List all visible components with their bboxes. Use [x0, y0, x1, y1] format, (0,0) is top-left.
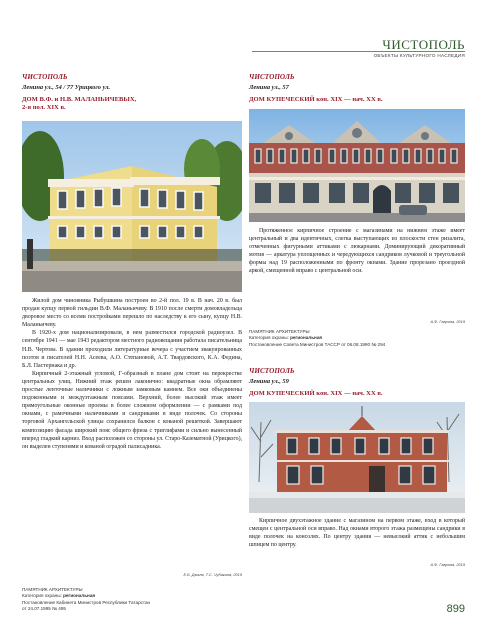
right-bottom-photo-credit: А.Ф. Гаврина, 2019 — [430, 562, 465, 567]
right-top-address: Ленина ул., 57 — [249, 84, 289, 91]
right-bottom-object-date: кон. XIX — нач. XX в. — [316, 390, 383, 397]
right-top-paragraph: Протяженное кирпичное строение с магазинами на нижнем этаже имеет центральный и два идентичных, слегка выступающих из плоскости стен ризалита, отмеченных фигурными аттиками с люкарнами. Доминирующий декоративный мотив — аркатура уплощенных и чередующихся сандриков лучковой и треугольной формы над 19 расположенными по фронту окнами. Здание прорезано проездной аркой, смещенной вправо с центральной оси. — [249, 228, 465, 275]
right-top-status-block — [249, 329, 465, 348]
right-bottom-object-name: ДОМ КУПЕЧЕСКИЙ — [249, 390, 315, 397]
right-top-body-text — [249, 227, 465, 276]
left-object-title — [22, 96, 242, 113]
right-top-object-date: кон. XIX — нач. XX в. — [316, 96, 383, 103]
photo-merchant-house-57 — [249, 109, 465, 222]
left-status-block — [22, 587, 242, 613]
right-bottom-paragraph: Кирпичное двухэтажное здание с магазином на первом этаже, вход в который смещен с центральной оси вправо. Над окнами второго этажа размещены сандрики в виде полочек на консолях. По центру здания — невысокий аттик с небольшим шпицем по центру. — [249, 518, 465, 549]
right-top-status-decree: Постановление Совета Министров ТАССР от 06.08.1990 № 294 — [249, 341, 386, 347]
right-top-photo-credit: А.Ф. Гаврина, 2019 — [430, 319, 465, 324]
left-photo-credit: Е.Б. Джаля, Т.С. Чубакина, 2019 — [183, 572, 242, 577]
left-status-decree: Постановление Кабинета Министров Республики Татарстан — [22, 599, 151, 605]
left-paragraph: Жилой дом чиновника Рыбушкина построен во 2-й пол. 19 в. В нач. 20 в. был продан купцу первой гильдии В.Ф. Маланьичеву. В 1910 после смерти домовладельца дворовое место со всеми постройками перешло по наследству к его сыну, купцу Н.В. Маланьичеву. — [22, 298, 242, 329]
photo-merchant-house-59 — [249, 402, 465, 513]
left-object-date: 2-я пол. XIX в. — [22, 104, 66, 112]
right-top-city-heading: ЧИСТОПОЛЬ — [249, 73, 295, 81]
page-number: 899 — [446, 603, 465, 615]
right-top-status-category: Категория охраны: региональная — [249, 335, 323, 341]
left-object-name: ДОМ В.Ф. и Н.В. МАЛАНЬИЧЕВЫХ, — [22, 96, 137, 103]
left-paragraph: В 1920-х дом национализировали, в нем разместился городской радиоузел. В сентябре 1941 — мае 1943 редактором местного радиовещания работала писательница Н.В. Чертова. В здании проходили литературные вечера с участием эвакуированных поэтов и писателей Н.Н. Асеева, А.О. Степановой, А.Т. Твардовского, К.А. Федина, Б.Л. Пастернака и др. — [22, 330, 242, 369]
right-top-object-title — [249, 96, 469, 104]
right-bottom-address: Ленина ул., 59 — [249, 378, 289, 385]
left-body-text — [22, 297, 242, 451]
left-status-category-value: региональная — [63, 593, 96, 599]
left-status-category: Категория охраны: региональная — [22, 593, 96, 599]
right-bottom-body-text — [249, 517, 465, 549]
running-header-title: ЧИСТОПОЛЬ — [382, 37, 465, 52]
photo-malanichev-house — [22, 121, 242, 292]
right-top-object-name: ДОМ КУПЕЧЕСКИЙ — [249, 96, 315, 103]
left-paragraph: Кирпичный 2-этажный угловой, Г-образный в плане дом стоит на перекрестке центральных улиц. Нижний этаж решен лаконично: квадратные окна обрамляют простые ленточные наличники с ложным замковым камнем. Все оки объединены подоконными и междуэтажным поясами. Верхний, более высокий этаж имеет прямоугольные оконные проемы в более сложном оформлении — с рамками под окнами, с рамочными наличниками и сандриками в виде полочек. Со стороны торговой Архангельской улицы сохранился балкон с ковaной решеткой. Завершают композицию фасада широкий пояс общего фриза с триглифами и сильно вынесенный вперед гладкий карниз. Вход расположен со стороны ул. Старо-Казематной (Урицкого), он выделен ступенями и кованой оградой палисадника. — [22, 370, 242, 450]
running-header-rule — [252, 51, 465, 52]
left-city-heading: ЧИСТОПОЛЬ — [22, 73, 68, 81]
right-bottom-city-heading: ЧИСТОПОЛЬ — [249, 367, 295, 375]
right-top-status-category-value: региональная — [290, 335, 323, 341]
right-bottom-object-title — [249, 390, 469, 398]
left-status-decree-date: от 24.07.1995 № 495 — [22, 606, 66, 612]
left-status-heading: ПАМЯТНИК АРХИТЕКТУРЫ — [22, 587, 83, 592]
right-top-status-heading: ПАМЯТНИК АРХИТЕКТУРЫ — [249, 329, 310, 334]
left-address: Ленина ул., 54 / 77 Урицкого ул. — [22, 84, 111, 91]
running-header-subtitle: ОБЪЕКТЫ КУЛЬТУРНОГО НАСЛЕДИЯ — [373, 53, 465, 58]
